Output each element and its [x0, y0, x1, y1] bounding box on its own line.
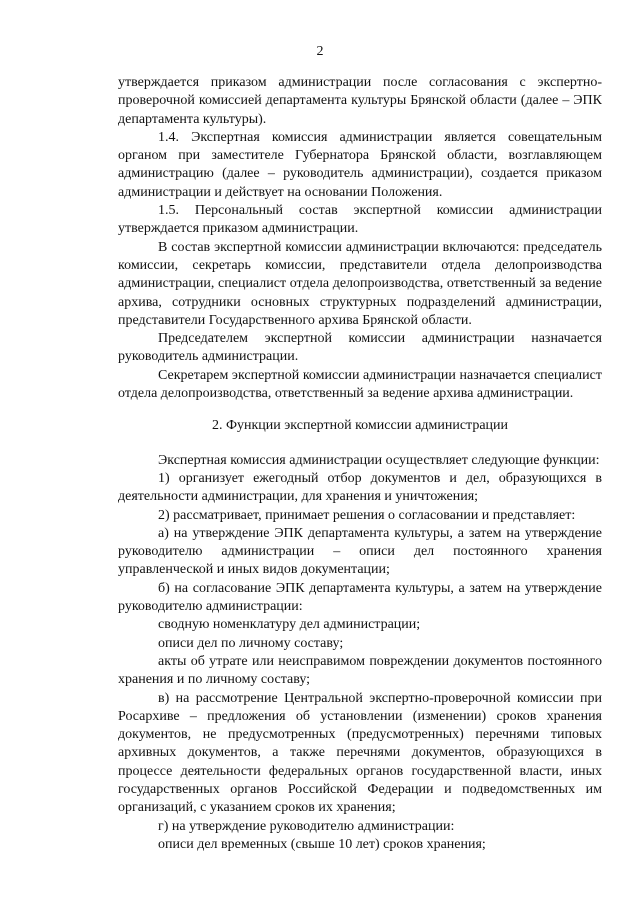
paragraph: акты об утрате или неисправимом повреждении документов постоянного хранения и по личному составу; — [118, 653, 602, 688]
paragraph: описи дел временных (свыше 10 лет) сроков хранения; — [158, 836, 486, 852]
paragraph: описи дел по личному составу; — [158, 635, 344, 651]
paragraph: б) на согласование ЭПК департамента культуры, а затем на утверждение руководителю администрации: — [118, 580, 602, 615]
section-heading: 2. Функции экспертной комиссии администрации — [211, 418, 509, 434]
paragraph: 1.4. Экспертная комиссия администрации является совещательным органом при заместителе Губернатора Брянской области, возглавляющем администрацию (далее – руководитель администрации), создается приказом администрации и действует на основании Положения. — [118, 129, 602, 200]
section-1-continuation — [118, 74, 602, 403]
paragraph: В состав экспертной комиссии администрации включаются: председатель комиссии, секретарь комиссии, представители отдела делопроизводства администрации, специалист отдела делопроизводства, ответственный за ведение архива, сотрудники основных структурных подразделений администрации, представители Государственного архива Брянской области. — [118, 239, 602, 328]
paragraph: а) на утверждение ЭПК департамента культуры, а затем на утверждение руководителю администрации – описи дел постоянного хранения управленческой и иных видов документации; — [118, 525, 602, 578]
paragraph: утверждается приказом администрации после согласования с экспертно-проверочной комиссией департамента культуры Брянской области (далее – ЭПК департамента культуры). — [118, 75, 602, 127]
paragraph: 2) рассматривает, принимает решения о согласовании и представляет: — [158, 507, 576, 523]
paragraph: Председателем экспертной комиссии администрации назначается руководитель администрации. — [118, 331, 602, 365]
paragraph: Экспертная комиссия администрации осуществляет следующие функции: — [158, 452, 600, 468]
page-number: 2 — [316, 44, 324, 59]
paragraph: Секретарем экспертной комиссии администрации назначается специалист отдела делопроизводства, ответственный за ведение архива администрации. — [118, 367, 602, 402]
paragraph: в) на рассмотрение Центральной экспертно-проверочной комиссии при Росархиве – предложения об установлении (изменении) сроков хранения документов, не предусмотренных (предусмотренных) перечнями типовых архивных документов, а также перечнями документов, образующихся в процессе деятельности федеральных органов государственной власти, иных государственных органов Российской Федерации и подведомственных им организаций, с указанием сроков их хранения; — [118, 690, 602, 816]
paragraph: 1.5. Персональный состав экспертной комиссии администрации утверждается приказом администрации. — [118, 203, 602, 237]
paragraph: сводную номенклатуру дел администрации; — [158, 617, 421, 633]
section-2-body — [118, 452, 602, 855]
paragraph: 1) организует ежегодный отбор документов и дел, образующихся в деятельности администрации, для хранения и уничтожения; — [118, 470, 602, 505]
document-body — [118, 74, 602, 854]
paragraph: г) на утверждение руководителю администрации: — [158, 818, 455, 834]
